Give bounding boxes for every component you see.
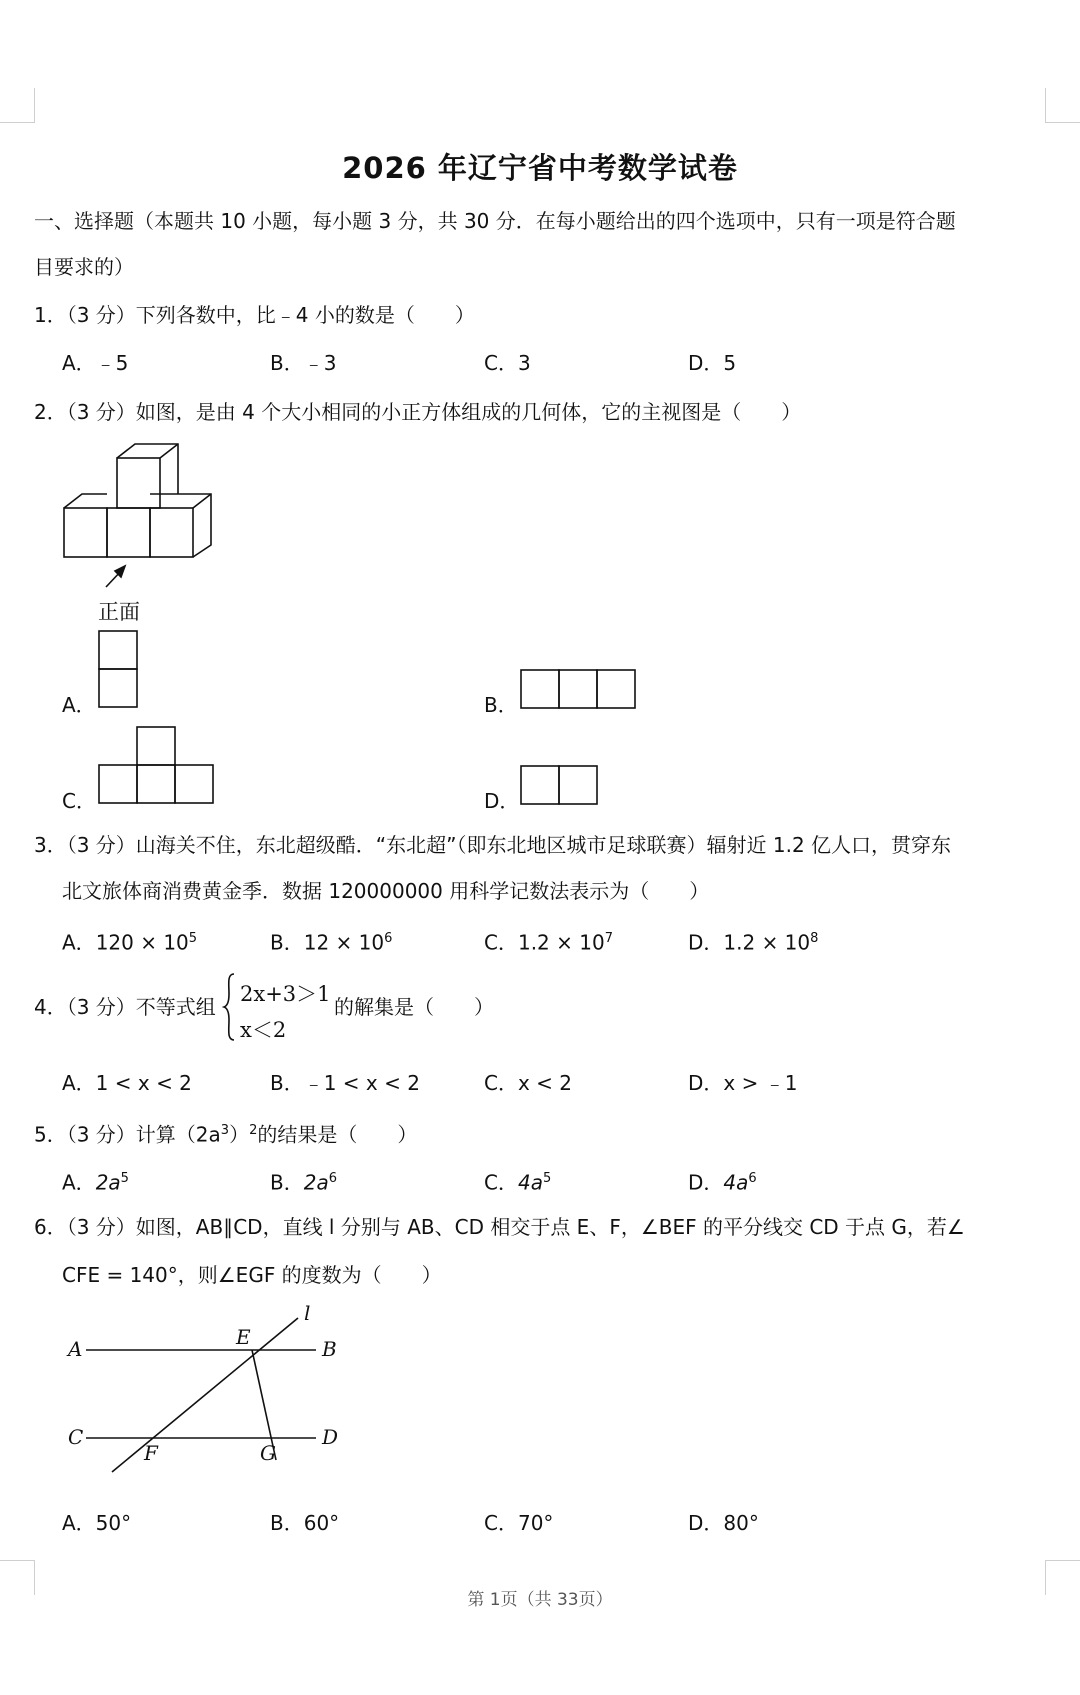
q1-stem: 1．（3 分）下列各数中，比﹣4 小的数是（ ） — [34, 303, 475, 327]
label-point-e: E — [236, 1325, 251, 1349]
q1-option-c: C．3 — [484, 351, 531, 375]
q4-option-d: D．x > ﹣1 — [688, 1071, 798, 1095]
q2-front-label: 正面 — [98, 600, 140, 624]
q6-option-c: C．70° — [484, 1511, 554, 1535]
q1-option-a: A．﹣5 — [62, 351, 129, 375]
q5-stem: 5．（3 分）计算$(2a^3)^2$的结果是（ ） — [34, 1122, 418, 1147]
q2-option-a-label: A． — [62, 693, 96, 717]
q3-stem-line1: 3．（3 分）山海关不住，东北超级酷．“东北超”（即东北地区城市足球联赛）辐射近 1.2 亿人口，贯穿东 — [34, 833, 952, 857]
q5-option-a: A．$2a^5$ — [62, 1170, 129, 1195]
q2-cube-figure — [58, 440, 238, 620]
q5-option-b: B．$2a^6$ — [270, 1170, 337, 1195]
label-point-a: A — [68, 1337, 83, 1361]
q2-option-d-label: D． — [484, 789, 520, 813]
q4-brace — [222, 972, 236, 1042]
q4-stem-prefix: 4．（3 分）不等式组 — [34, 995, 216, 1019]
q3-option-b: B．$12 \times 10^6$ — [270, 930, 393, 955]
q1-option-d: D．5 — [688, 351, 737, 375]
q5-option-c: C．$4a^5$ — [484, 1170, 552, 1195]
q2-option-c-label: C． — [62, 789, 96, 813]
q2-stem: 2．（3 分）如图，是由 4 个大小相同的小正方体组成的几何体，它的主视图是（ ） — [34, 400, 802, 424]
q6-option-b: B．60° — [270, 1511, 340, 1535]
q4-inequality-1: 2x+3＞1 — [240, 982, 331, 1006]
q4-option-a: A．1 < x < 2 — [62, 1071, 192, 1095]
crop-mark-top-left — [0, 88, 35, 123]
q2-option-a-figure — [98, 630, 140, 712]
q2-option-c-figure — [98, 726, 218, 808]
q6-option-a: A．50° — [62, 1511, 132, 1535]
q4-option-b: B．﹣1 < x < 2 — [270, 1071, 420, 1095]
q3-option-d: D．$1.2 \times 10^8$ — [688, 930, 819, 955]
q2-option-b-figure — [520, 669, 640, 711]
page-title: 2026 年辽宁省中考数学试卷 — [342, 151, 738, 185]
crop-mark-top-right — [1045, 88, 1080, 123]
label-point-d: D — [322, 1425, 339, 1449]
label-line-l: l — [304, 1301, 311, 1325]
q6-stem-line1: 6．（3 分）如图，AB∥CD，直线 l 分别与 AB、CD 相交于点 E、F，∠BEF 的平分线交 CD 于点 G，若∠ — [34, 1215, 965, 1239]
q4-option-c: C．x < 2 — [484, 1071, 572, 1095]
q6-option-d: D．80° — [688, 1511, 759, 1535]
q3-option-c: C．$1.2 \times 10^7$ — [484, 930, 613, 955]
q1-option-b: B．﹣3 — [270, 351, 337, 375]
label-point-b: B — [322, 1337, 337, 1361]
label-point-g: G — [260, 1441, 276, 1465]
q3-option-a: A．$120 \times 10^5$ — [62, 930, 198, 955]
q2-option-d-figure — [520, 765, 602, 807]
q5-option-d: D．$4a^6$ — [688, 1170, 757, 1195]
q3-stem-line2: 北文旅体商消费黄金季．数据 120000000 用科学记数法表示为（ ） — [62, 879, 710, 903]
q4-stem-suffix: 的解集是（ ） — [334, 995, 494, 1019]
label-point-f: F — [144, 1441, 158, 1465]
label-point-c: C — [68, 1425, 84, 1449]
q6-stem-line2: CFE = 140°，则∠EGF 的度数为（ ） — [62, 1263, 442, 1287]
section-heading-line1: 一、选择题（本题共 10 小题，每小题 3 分，共 30 分．在每小题给出的四个选项中，只有一项是符合题 — [34, 209, 956, 233]
q6-geometry-figure — [60, 1300, 360, 1500]
page-footer: 第 1页（共 33页） — [467, 1590, 613, 1610]
q4-inequality-2: x＜2 — [240, 1018, 287, 1042]
section-heading-line2: 目要求的） — [34, 255, 134, 279]
q2-option-b-label: B． — [484, 693, 518, 717]
